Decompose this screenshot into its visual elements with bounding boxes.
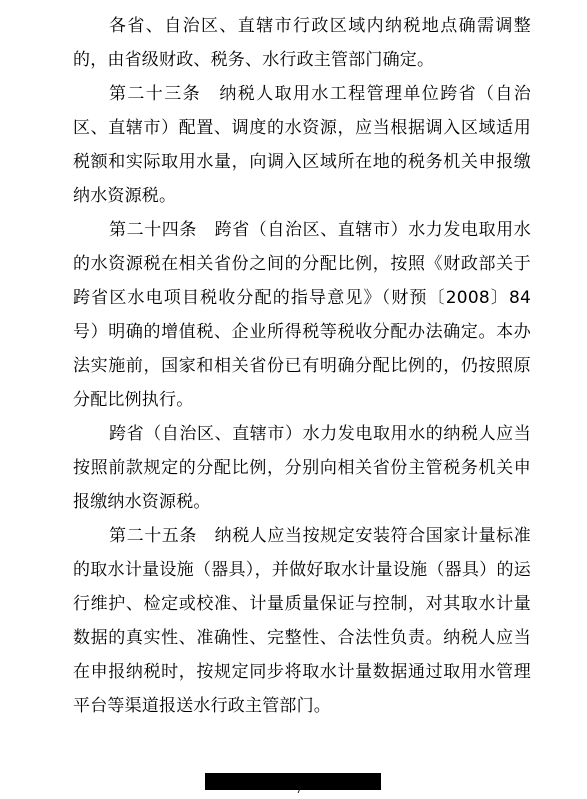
paragraph-article-24-clause-2: 跨省（自治区、直辖市）水力发电取用水的纳税人应当按照前款规定的分配比例，分别向相关省份主管税务机关申报缴纳水资源税。 (73, 424, 531, 512)
paragraph-article-25: 第二十五条 纳税人应当按规定安装符合国家计量标准的取水计量设施（器具），并做好取水计量设施（器具）的运行维护、检定或校准、计量质量保证与控制，对其取水计量数据的真实性、准确性、完整性、合法性负责。纳税人应当在申报纳税时，按规定同步将取水计量数据通过取用水管理平台等渠道报送水行政主管部门。 (73, 526, 531, 716)
paragraph-article-24: 第二十四条 跨省（自治区、直辖市）水力发电取用水的水资源税在相关省份之间的分配比例，按照《财政部关于跨省区水电项目税收分配的指导意见》（财预〔2008〕84号）明确的增值税、企业所得税等税收分配办法确定。本办法实施前，国家和相关省份已有明确分配比例的，仍按照原分配比例执行。 (73, 220, 531, 410)
footer-redaction-bar (205, 773, 381, 790)
page-number: 7 (296, 786, 302, 796)
paragraph-article-23: 第二十三条 纳税人取用水工程管理单位跨省（自治区、直辖市）配置、调度的水资源，应当根据调入区域适用税额和实际取用水量，向调入区域所在地的税务机关申报缴纳水资源税。 (73, 84, 531, 206)
document-body (73, 9, 531, 723)
paragraph-tax-location-adjustment: 各省、自治区、直辖市行政区域内纳税地点确需调整的，由省级财政、税务、水行政主管部门确定。 (73, 16, 531, 70)
